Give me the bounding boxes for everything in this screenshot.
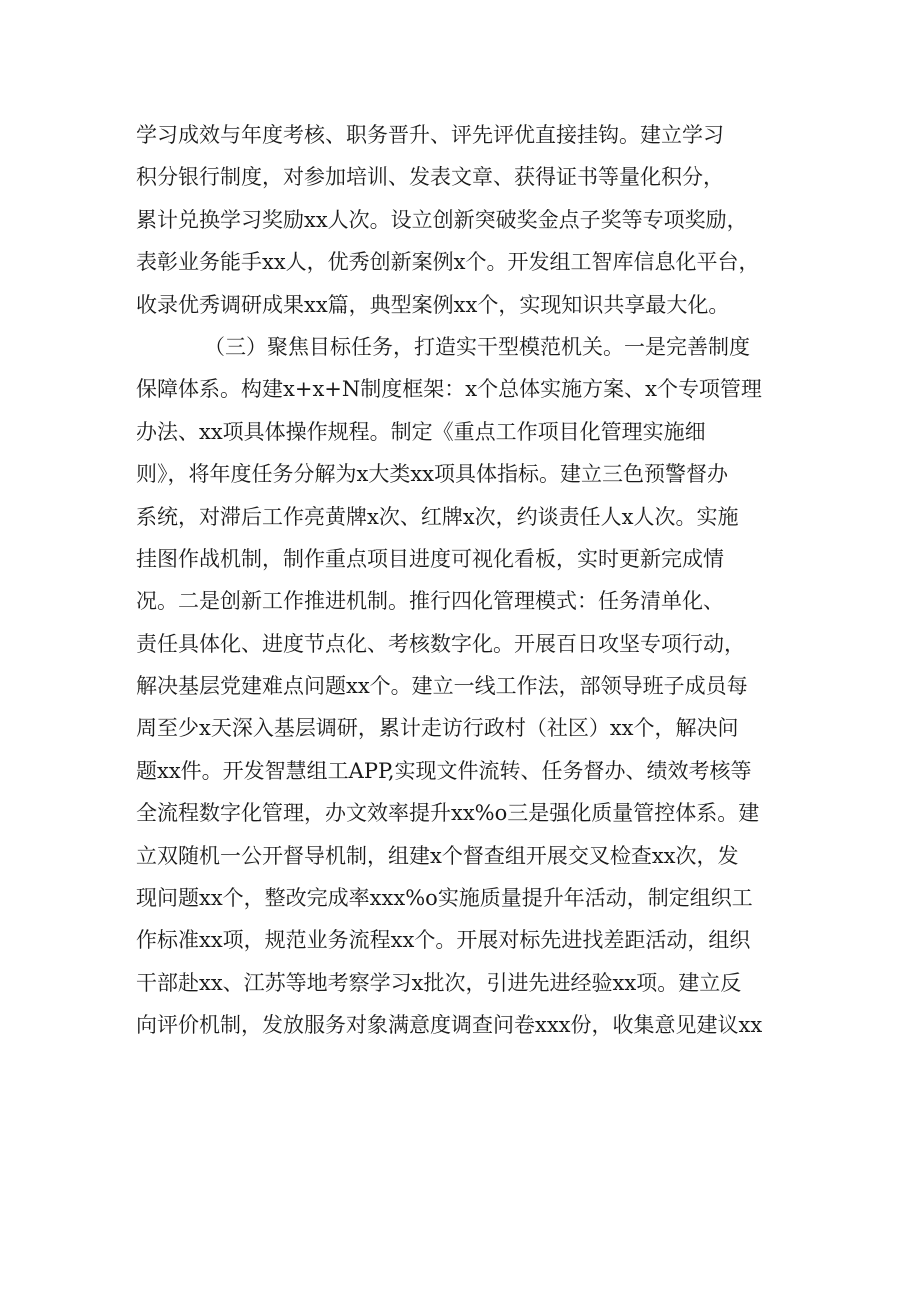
text-line: 挂图作战机制，制作重点项目进度可视化看板，实时更新完成情 <box>136 546 724 571</box>
text-line: 题xx件。开发智慧组工APP,实现文件流转、任务督办、绩效考核等 <box>136 758 752 783</box>
text-line: 周至少x天深入基层调研，累计走访行政村（社区）xx个，解决问 <box>136 716 739 741</box>
text-line: 立双随机一公开督导机制，组建x个督查组开展交叉检查xx次，发 <box>136 843 739 868</box>
document-body <box>136 114 806 1047</box>
text-line: 表彰业务能手xx人，优秀创新案例x个。开发组工智库信息化平台， <box>136 250 760 275</box>
text-line: 况。二是创新工作推进机制。推行四化管理模式：任务清单化、 <box>136 589 724 614</box>
section-heading-line: （三）聚焦目标任务，打造实干型模范机关。一是完善制度 <box>204 334 750 359</box>
text-line: 责任具体化、进度节点化、考核数字化。开展百日攻坚专项行动， <box>136 631 745 656</box>
text-line: 干部赴xx、江苏等地考察学习x批次，引进先进经验xx项。建立反 <box>136 970 742 995</box>
text-line: 保障体系。构建x+x+N制度框架：x个总体实施方案、x个专项管理 <box>136 377 762 402</box>
text-line: 解决基层党建难点问题xx个。建立一线工作法，部领导班子成员每 <box>136 674 748 699</box>
text-line: 现问题xx个，整改完成率xxx%o实施质量提升年活动，制定组织工 <box>136 886 753 911</box>
text-line: 则》，将年度任务分解为x大类xx项具体指标。建立三色预警督办 <box>136 462 729 487</box>
text-line: 学习成效与年度考核、职务晋升、评先评优直接挂钩。建立学习 <box>136 123 724 147</box>
text-line: 收录优秀调研成果xx篇，典型案例xx个，实现知识共享最大化。 <box>136 292 730 317</box>
text-line: 向评价机制，发放服务对象满意度调查问卷xxx份，收集意见建议xx <box>136 1013 763 1038</box>
text-line: 系统，对滞后工作亮黄牌x次、红牌x次，约谈责任人x人次。实施 <box>136 504 739 529</box>
text-line: 作标准xx项，规范业务流程xx个。开展对标先进找差距活动，组织 <box>136 928 751 953</box>
text-line: 全流程数字化管理，办文效率提升xx%o三是强化质量管控体系。建 <box>136 801 760 826</box>
text-line: 积分银行制度，对参加培训、发表文章、获得证书等量化积分， <box>136 165 724 190</box>
text-line: 办法、xx项具体操作规程。制定《重点工作项目化管理实施细 <box>136 419 706 444</box>
text-line: 累计兑换学习奖励xx人次。设立创新突破奖金点子奖等专项奖励， <box>136 207 748 232</box>
